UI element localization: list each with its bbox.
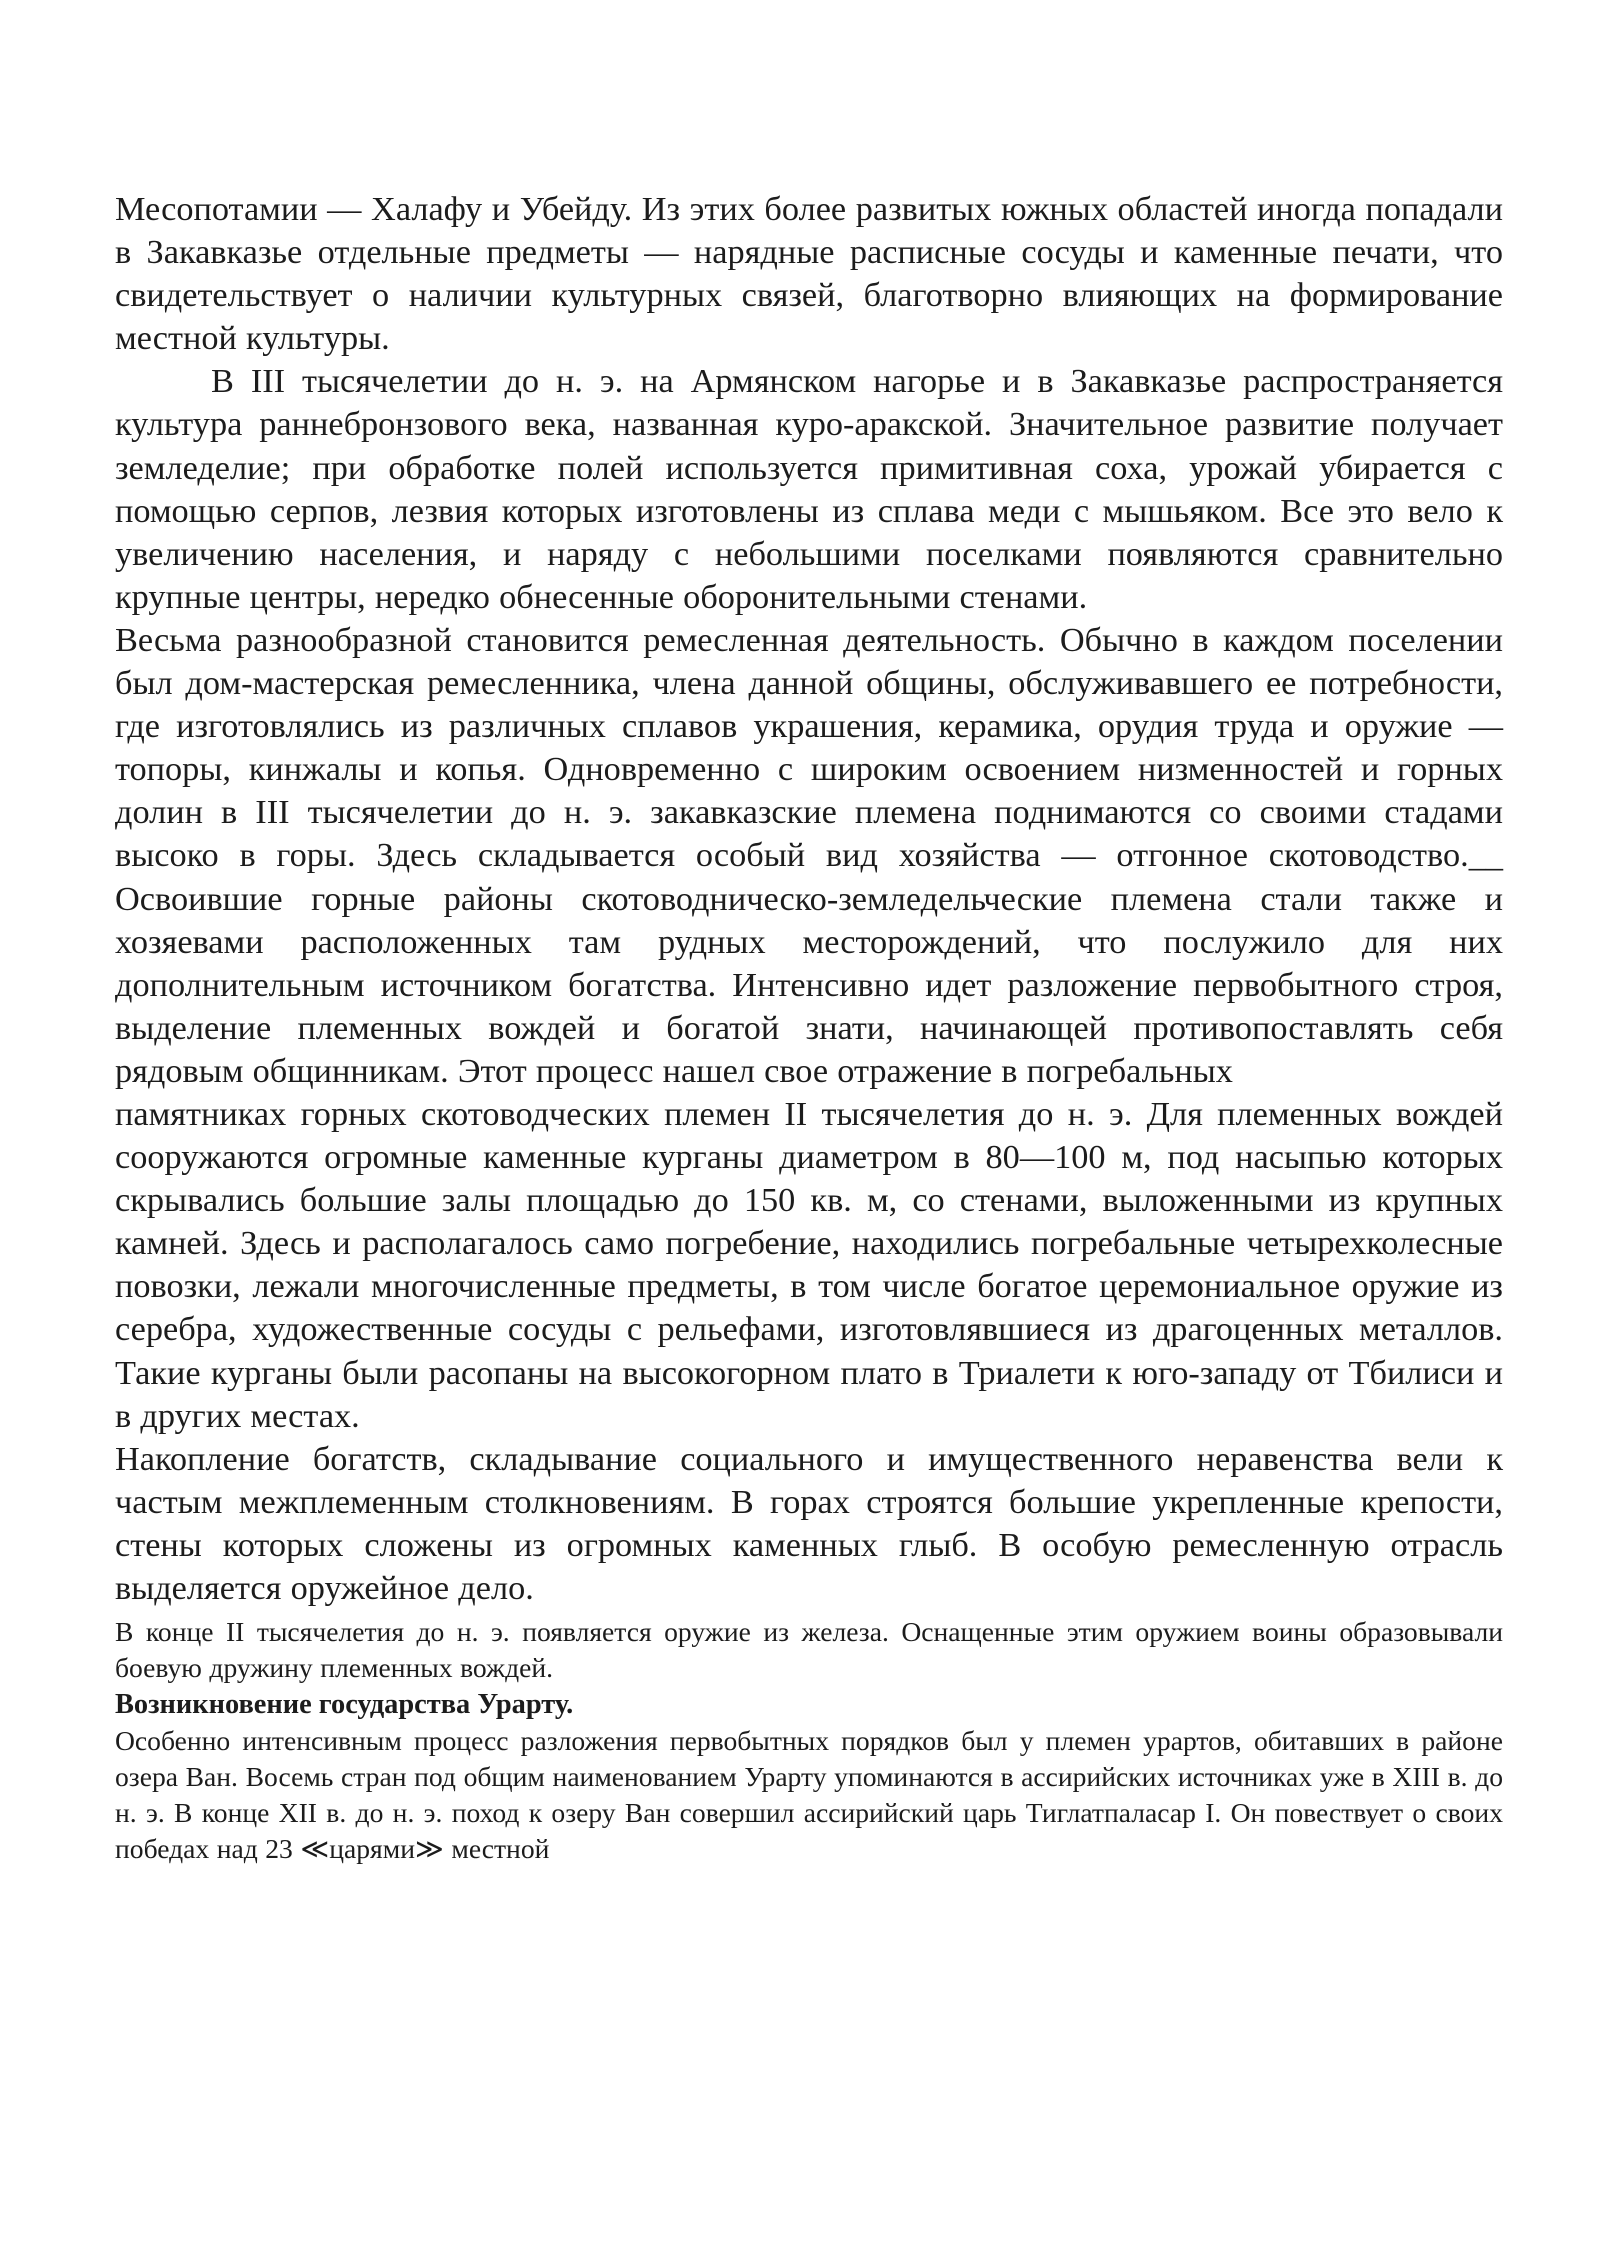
paragraph-accumulation-of-wealth: Накопление богатств, складывание социального и имущественного неравенства вели к частым межплеменным столкновениям. В горах строятся большие укрепленные крепости, стены которых сложены из огромных каменных глыб. В особую ремесленную отрасль выделяется оружейное дело. xyxy=(115,1439,1503,1607)
paragraph-craft-activity: Весьма разнообразной становится ремесленная деятельность. Обычно в каждом поселении был дом-мастерская ремесленника, члена данной общины, обслуживавшего ее потребности, где изготовлялись из различных сплавов украшения, керамика, орудия труда и оружие — топоры, кинжалы и копья. Одновременно с широким освоением низменностей и горных долин в III тысячелетии до н. э. закавказские племена поднимаются со своими стадами высоко в горы. Здесь складывается особый вид хозяйства — отгонное скотоводство.__ Освоившие горные районы скотоводническо-земледельческие племена стали также и хозяевами расположенных там рудных месторождений, что послужило для них дополнительным источником богатства. Интенсивно идет разложение первобытного строя, выделение племенных вождей и богатой знати, начинающей противопоставлять себя рядовым общинникам. Этот процесс нашел свое отражение в погребальных xyxy=(115,620,1503,1090)
paragraph-mesopotamia: Месопотамии — Халафу и Убейду. Из этих более развитых южных областей иногда попадали в Закавказье отдельные предметы — нарядные расписные сосуды и каменные печати, что свидетельствует о наличии культурных связей, благотворно влияющих на формирование местной культуры. xyxy=(115,190,1503,358)
text-column xyxy=(115,188,1503,1867)
section-heading: Возникновение государства Урарту. xyxy=(115,1689,574,1721)
paragraph-urartu: Особенно интенсивным процесс разложения первобытных порядков был у племен урартов, обитавших в районе озера Ван. Восемь стран под общим наименованием Урарту упоминаются в ассирийских источниках уже в XIII в. до н. э. В конце XII в. до н. э. поход к озеру Ван совершил ассирийский царь Тиглатпаласар I. Он повествует о своих победах над 23 ≪царями≫ местной xyxy=(115,1725,1503,1865)
paragraph-burial-mounds: памятниках горных скотоводческих племен II тысячелетия до н. э. Для племенных вождей сооружаются огромные каменные курганы диаметром в 80—100 м, под насыпью которых скрывались большие залы площадью до 150 кв. м, со стенами, выложенными из крупных камней. Здесь и располагалось само погребение, находились погребальные четырехколесные повозки, лежали многочисленные предметы, в том числе богатое церемониальное оружие из серебра, художественные сосуды с рельефами, изготовлявшиеся из драгоценных металлов. Такие курганы были расопаны на высокогорном плато в Триалети к юго-западу от Тбилиси и в других местах. xyxy=(115,1094,1503,1435)
paragraph-iron-weapons: В конце II тысячелетия до н. э. появляется оружие из железа. Оснащенные этим оружием воины образовывали боевую дружину племенных вождей. xyxy=(115,1616,1503,1684)
paragraph-kuro-araxes-culture: В III тысячелетии до н. э. на Армянском нагорье и в Закавказье распространяется культура раннебронзового века, названная куро-аракской. Значительное развитие получает земледелие; при обработке полей используется примитивная соха, урожай убирается с помощью серпов, лезвия которых изготовлены из сплава меди с мышьяком. Все это вело к увеличению населения, и наряду с небольшими поселками появляются сравнительно крупные центры, нередко обнесенные оборонительными стенами. xyxy=(115,362,1503,616)
